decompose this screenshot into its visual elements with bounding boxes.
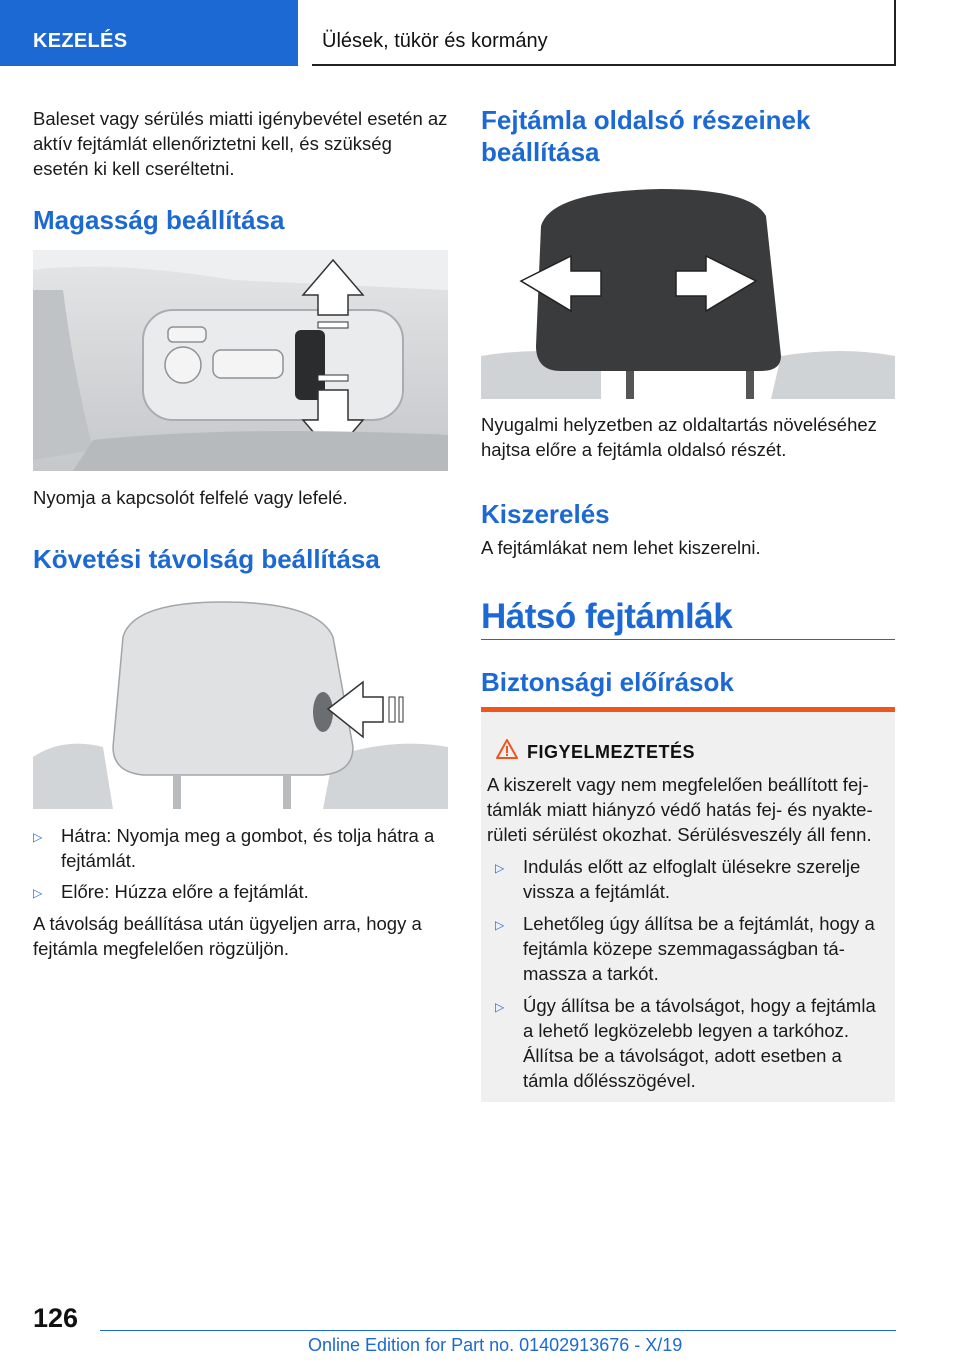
header-topic [312,0,896,66]
warning-box [481,707,895,1102]
warning-triangle-icon [495,738,519,760]
remove-text: A fejtámlákat nem lehet kiszerelni. [481,537,761,558]
list-item: ▷ Lehetőleg úgy állítsa be a fejtámlát, hogy a fejtámla közepe szemmagasságban támassza a tarkót. [495,913,875,984]
seat-switch-illustration [33,250,448,471]
distance-note: A távolság beállítása után ügyeljen arra, hogy a fejtámla megfelelően rögzüljön. [33,913,422,959]
list-item: ▷ Hátra: Nyomja meg a gombot, és tolja hátra a fejtámlát. [33,825,435,871]
warning-bullet-list [495,854,885,1093]
heading-rule [481,639,895,640]
heading-height: Magasság beállítása [33,205,285,235]
heading-rear-headrests: Hátsó fejtámlák [481,597,733,636]
distance-bullet-list [33,823,448,906]
header-section-tab [0,0,298,66]
list-item: ▷ Úgy állítsa be a távolságot, hogy a fejtámla a lehető legközelebb legyen a tarkóhoz. Állítsa be a távolságot, adott esetben a támla dőlésszögével. [495,995,876,1091]
heading-side: Fejtámla oldalsó részeinek beállítása [481,105,811,167]
page-number: 126 [33,1303,79,1333]
intro-paragraph: Baleset vagy sérülés miatti igénybevétel esetén az aktív fejtámlát ellenőriztetni kell, és szükség esetén ki kell cseréltetni. [33,108,448,179]
headrest-sides-illustration [481,186,895,399]
footer-rule [100,1330,896,1331]
footer-edition: Online Edition for Part no. 01402913676 - X/19 [308,1335,683,1355]
heading-remove: Kiszerelés [481,499,610,529]
bullet-triangle-icon: ▷ [495,861,505,875]
height-caption: Nyomja a kapcsolót felfelé vagy lefelé. [33,487,348,508]
header-topic-label: Ülések, tükör és kormány [322,30,548,52]
headrest-button-illustration [33,597,448,809]
warning-text: A kiszerelt vagy nem megfelelően beállított fejtámlák miatt hiányzó védő hatás fej- és nyakterületi sérülést okozhat. Sérülésveszély áll fenn. [487,774,873,845]
bullet-triangle-icon: ▷ [495,918,505,932]
list-item: ▷ Előre: Húzza előre a fejtámlát. [33,879,448,906]
heading-safety: Biztonsági előírások [481,667,734,697]
list-item: ▷ Indulás előtt az elfoglalt ülésekre szerelje vissza a fejtámlát. [495,856,861,902]
bullet-triangle-icon: ▷ [33,886,43,900]
heading-distance: Követési távolság beállítása [33,544,380,574]
bullet-triangle-icon: ▷ [33,830,43,844]
side-caption: Nyugalmi helyzetben az oldaltartás növeléséhez hajtsa előre a fejtámla oldalsó részét. [481,414,877,460]
bullet-triangle-icon: ▷ [495,1000,505,1014]
header-section-label: KEZELÉS [33,30,128,52]
warning-title: FIGYELMEZTETÉS [527,742,696,762]
